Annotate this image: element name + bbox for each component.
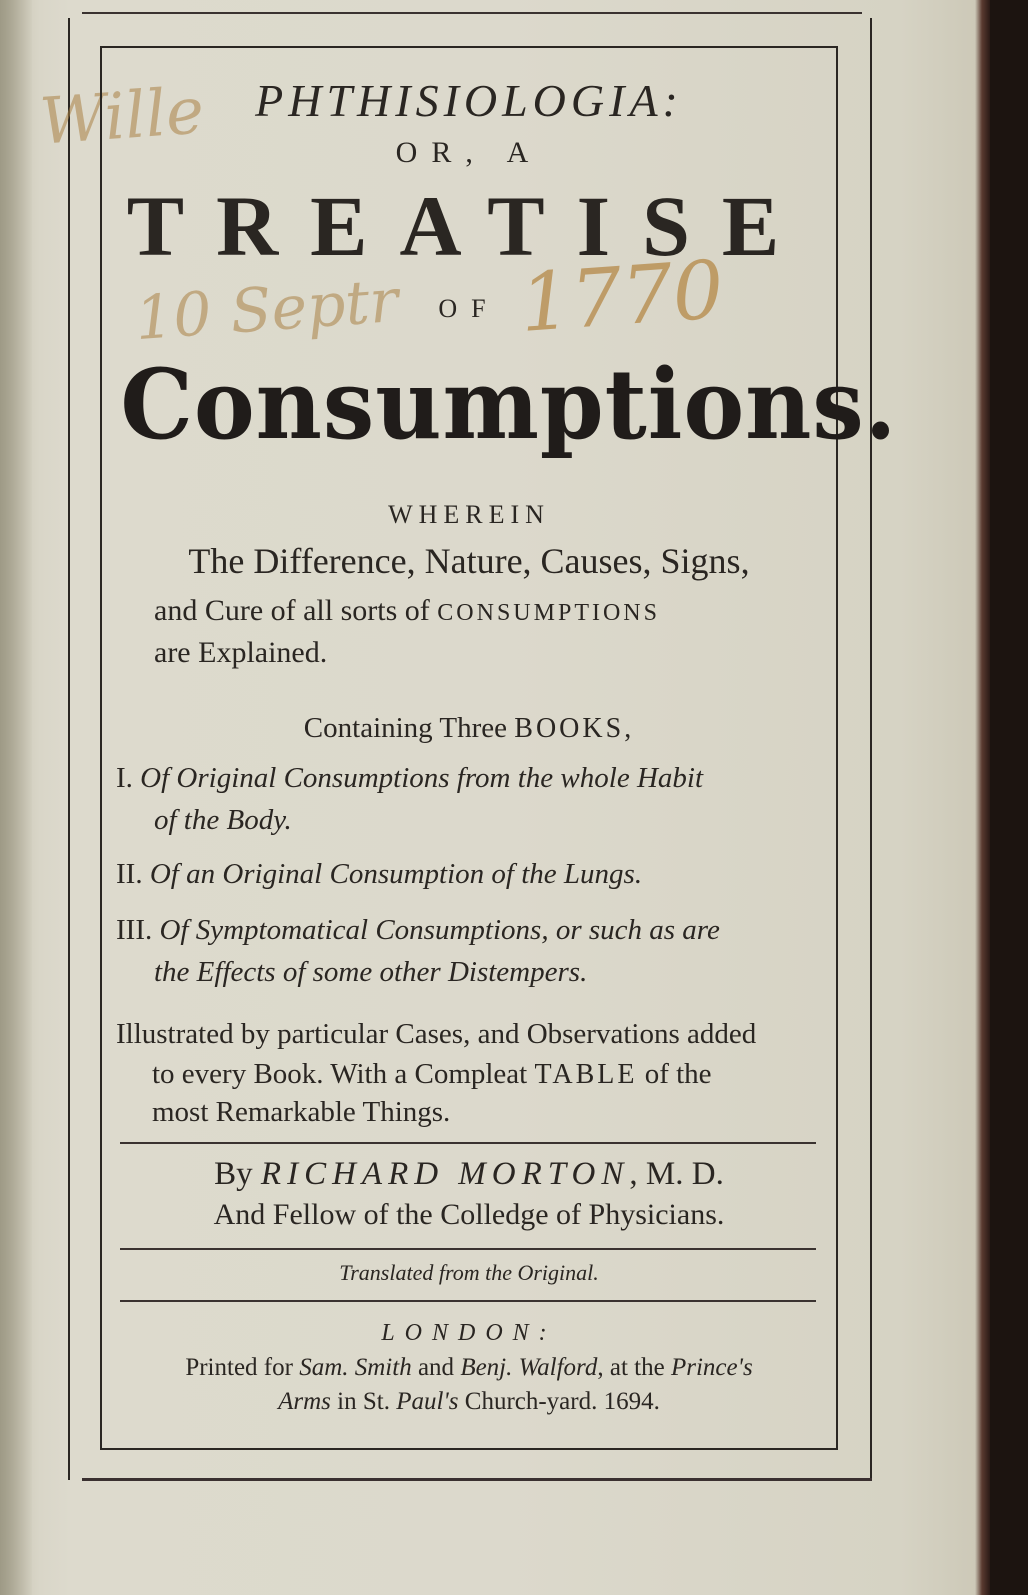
imprint-line-2: [102, 1388, 836, 1416]
translation-note: Translated from the Original.: [339, 1260, 599, 1285]
illustrated-line-2-end: of the: [637, 1058, 712, 1090]
book-3: [116, 914, 720, 947]
rule-divider-3: [120, 1300, 816, 1302]
imprint-churchyard: Church-yard.: [458, 1388, 604, 1415]
contents-books-caps: BOOKS,: [514, 713, 635, 744]
imprint-printer-1: Sam. Smith: [299, 1354, 412, 1381]
book-2-numeral: II.: [116, 858, 143, 890]
author-fellowship: And Fellow of the Colledge of Physicians.: [213, 1198, 725, 1231]
book-1: [116, 762, 703, 795]
wherein-heading: WHEREIN: [388, 500, 550, 529]
title-treatise: TREATISE: [126, 178, 812, 274]
title-of: OF: [438, 294, 500, 323]
illustrated-line-2: [152, 1058, 712, 1091]
handwritten-note-top-left: Wille: [37, 74, 207, 160]
book-3-continuation: the Effects of some other Distempers.: [154, 956, 588, 988]
imprint-printer-2: Benj. Walford: [460, 1354, 598, 1381]
outer-rule-top: [82, 12, 862, 14]
description-line-2: [154, 594, 660, 628]
imprint-arms: Arms: [278, 1388, 331, 1415]
imprint-princes: Prince's: [670, 1354, 753, 1381]
imprint-printed-for: Printed for: [185, 1354, 300, 1381]
imprint-year: 1694.: [603, 1388, 660, 1415]
author-name: RICHARD MORTON: [260, 1156, 630, 1192]
illustrated-line-3: most Remarkable Things.: [152, 1096, 451, 1128]
imprint-line-1: [102, 1354, 836, 1382]
imprint-and: and: [411, 1354, 461, 1381]
description-line-3: are Explained.: [154, 636, 328, 669]
book-2-title: Of an Original Consumption of the Lungs.: [149, 858, 643, 890]
handwritten-note-date: 10 Septr: [132, 265, 401, 355]
rule-divider-1: [120, 1142, 816, 1144]
title-or-a: OR, A: [395, 136, 543, 169]
imprint-city: LONDON:: [381, 1320, 557, 1346]
outer-rule-bottom: [82, 1478, 872, 1481]
title-consumptions: Consumptions.: [120, 348, 898, 461]
contents-intro-text: Containing Three: [303, 712, 515, 744]
author-line: [102, 1156, 836, 1193]
description-line-2-text: and Cure of all sorts of: [154, 594, 438, 627]
title-frame: [100, 46, 898, 1450]
rule-divider-2: [120, 1248, 816, 1250]
book-1-title: Of Original Consumptions from the whole Habit: [140, 762, 704, 794]
title-phthisiologia: PHTHISIOLOGIA:: [255, 75, 683, 126]
book-1-continuation: of the Body.: [154, 804, 292, 836]
author-by: By: [214, 1156, 261, 1192]
book-2: [116, 858, 642, 891]
book-1-numeral: I.: [116, 762, 133, 794]
handwritten-note-year: 1770: [517, 243, 727, 350]
book-3-title: Of Symptomatical Consumptions, or such as are: [159, 914, 720, 946]
description-line-1: The Difference, Nature, Causes, Signs,: [188, 541, 750, 581]
table-caps: TABLE: [534, 1059, 638, 1090]
imprint-at-the: , at the: [597, 1354, 671, 1381]
illustrated-line-2-text: to every Book. With a Compleat: [152, 1058, 535, 1090]
contents-intro: [102, 712, 836, 745]
illustrated-line-1: Illustrated by particular Cases, and Observations added: [116, 1018, 757, 1050]
imprint-pauls: Paul's: [396, 1388, 459, 1415]
book-3-numeral: III.: [116, 914, 153, 946]
gutter-shadow: [0, 0, 32, 1595]
description-consumptions-caps: CONSUMPTIONS: [437, 600, 660, 626]
imprint-in-st: in St.: [330, 1388, 397, 1415]
author-degree: , M. D.: [629, 1156, 724, 1192]
